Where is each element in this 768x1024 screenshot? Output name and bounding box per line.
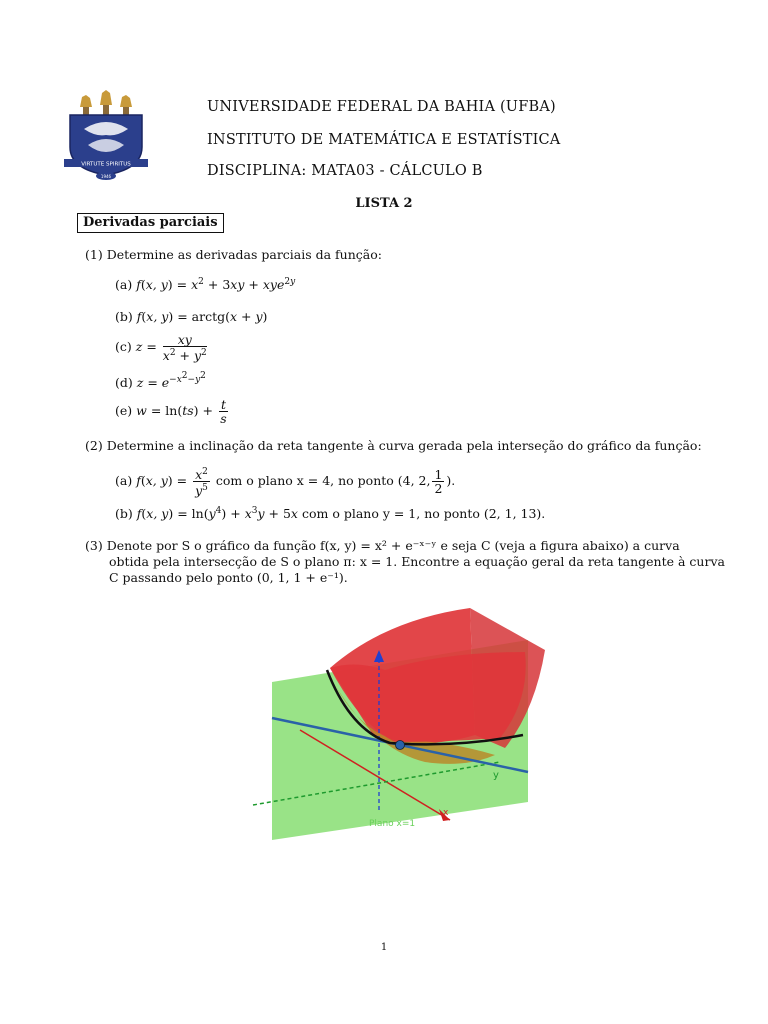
torch-icon bbox=[100, 90, 112, 117]
q1a-item bbox=[115, 277, 295, 292]
q1d-formula: $z = e^{-x^2-y^2}$ bbox=[136, 371, 206, 391]
q2a-label: (a) bbox=[115, 473, 133, 489]
q1d-label: (d) bbox=[115, 375, 133, 391]
q1c-formula: z = $\frac{xy}{x^2 + y^2}$ bbox=[135, 332, 207, 364]
q3-number: (3) bbox=[85, 538, 103, 553]
q3-line1 bbox=[85, 538, 680, 554]
q2b-text: com o plano y = 1, no ponto (2, 1, 13). bbox=[301, 506, 546, 522]
university-name: UNIVERSIDADE FEDERAL DA BAHIA (UFBA) bbox=[207, 99, 556, 115]
q2a-item: (a) f(x, y) = $\frac{x^2}{y^5}$ com o plano x = 4, no ponto (4, 2, $\frac{1}{2}$ ). bbox=[115, 467, 456, 499]
page-number: 1 bbox=[380, 942, 388, 953]
q2b-label: (b) bbox=[115, 506, 133, 522]
q2-number: (2) bbox=[85, 438, 103, 453]
q1c-label: (c) bbox=[115, 339, 132, 355]
q1b-item bbox=[115, 309, 267, 324]
list-title: LISTA 2 bbox=[355, 196, 413, 211]
q3-text-2: obtida pela intersecção de S o plano π: x = 1. Encontre a equação geral da reta tangente à curva bbox=[109, 554, 725, 569]
q1-number: (1) bbox=[85, 247, 103, 262]
torch-icon bbox=[120, 95, 132, 117]
q1a-label: (a) bbox=[115, 277, 133, 293]
q3-text-1: Denote por S o gráfico da função f(x, y) = x² + e⁻ˣ⁻ʸ e seja C (veja a figura abaixo) a curva bbox=[106, 538, 680, 553]
q2a-formula: f(x, y) = $\frac{x^2}{y^5}$ bbox=[136, 467, 208, 499]
q2b-item bbox=[115, 506, 545, 521]
q1b-formula: f(x, y) = arctg(x + y) bbox=[136, 309, 268, 324]
q1d-item bbox=[115, 371, 206, 390]
q1c-item bbox=[115, 333, 209, 362]
q2a-text: com o plano x = 4, no ponto (4, 2, bbox=[215, 473, 431, 489]
q3-text-3: C passando pelo ponto (0, 1, 1 + e⁻¹). bbox=[109, 570, 348, 585]
institute-name: INSTITUTO DE MATEMÁTICA E ESTATÍSTICA bbox=[207, 132, 561, 148]
q2-prompt bbox=[85, 438, 702, 454]
logo-year: 1946 bbox=[100, 174, 112, 179]
q1e-item bbox=[115, 398, 230, 425]
logo-motto: VIRTUTE SPIRITUS bbox=[81, 161, 131, 168]
tangency-point bbox=[396, 741, 405, 750]
axis-x-label: x bbox=[443, 808, 449, 818]
q1a-formula: f(x, $y) = x^2 + 3xy + xye^{2y}$ bbox=[136, 277, 296, 293]
q1-text: Determine as derivadas parciais da função: bbox=[106, 247, 382, 262]
course-name: DISCIPLINA: MATA03 - CÁLCULO B bbox=[207, 163, 483, 179]
torch-icon bbox=[80, 95, 92, 117]
q1-prompt bbox=[85, 247, 382, 263]
plane-label: Plano x=1 bbox=[369, 819, 416, 829]
section-title: Derivadas parciais bbox=[77, 213, 224, 233]
q2b-formula: f(x, $y) = \ln(y^4) + x^3y + 5x$ bbox=[136, 506, 298, 522]
q1b-label: (b) bbox=[115, 309, 133, 324]
q1e-label: (e) bbox=[115, 403, 133, 418]
axis-y-label: y bbox=[493, 770, 499, 781]
ufba-logo bbox=[60, 85, 152, 185]
q1e-formula: w = ln(ts) + $\frac{t}{s}$ bbox=[136, 397, 227, 426]
surface-figure bbox=[125, 590, 635, 870]
q2-text: Determine a inclinação da reta tangente à curva gerada pela interseção do gráfico da função: bbox=[106, 438, 702, 453]
